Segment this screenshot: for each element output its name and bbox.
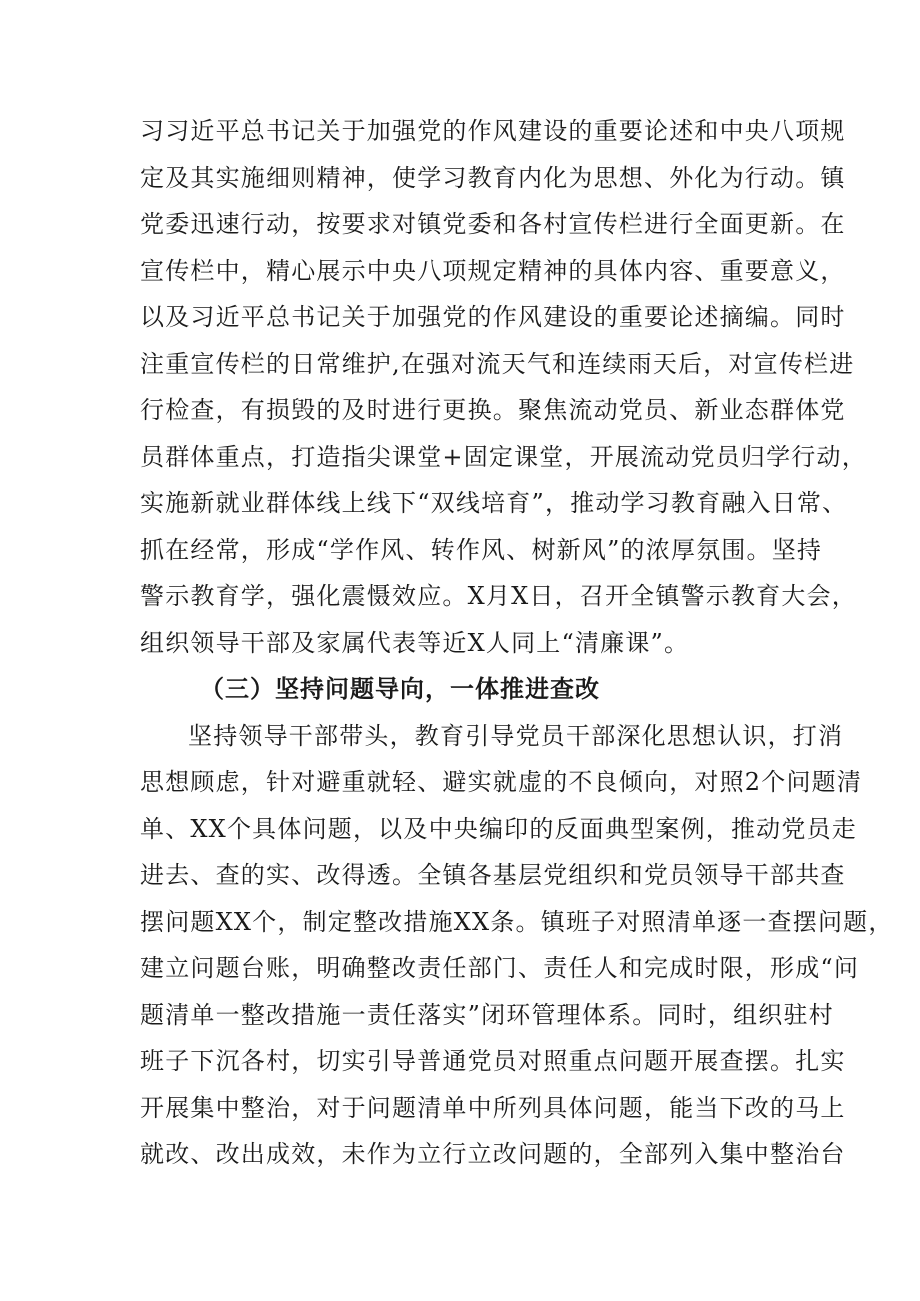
text-line: 就改、改出成效，未作为立行立改问题的，全部列入集中整治台 xyxy=(140,1140,846,1168)
text-line: 习习近平总书记关于加强党的作风建设的重要论述和中央八项规 xyxy=(140,117,846,145)
text-line: 班子下沉各村，切实引导普通党员对照重点问题开展查摆。扎实 xyxy=(140,1047,846,1075)
text-line: 进去、查的实、改得透。全镇各基层党组织和党员领导干部共查 xyxy=(140,861,846,889)
text-line: 注重宣传栏的日常维护,在强对流天气和连续雨天后，对宣传栏进 xyxy=(140,349,855,378)
text-line: 思想顾虑，针对避重就轻、避实就虚的不良倾向，对照2个问题清 xyxy=(140,768,863,796)
text-line: 建立问题台账，明确整改责任部门、责任人和完成时限，形成“问 xyxy=(140,954,860,982)
text-line: 摆问题XX个，制定整改措施XX条。镇班子对照清单逐一查摆问题， xyxy=(140,907,894,936)
paragraph-first-line: 坚持领导干部带头，教育引导党员干部深化思想认识，打消 xyxy=(188,721,844,750)
text-line: 定及其实施细则精神，使学习教育内化为思想、外化为行动。镇 xyxy=(140,163,846,192)
text-line: 宣传栏中，精心展示中央八项规定精神的具体内容、重要意义， xyxy=(140,256,846,285)
document-body xyxy=(140,108,894,1178)
section-heading: （三）坚持问题导向，一体推进查改 xyxy=(200,675,600,703)
text-line: 单、XX个具体问题，以及中央编印的反面典型案例，推动党员走 xyxy=(140,814,857,843)
text-line: 党委迅速行动，按要求对镇党委和各村宣传栏进行全面更新。在 xyxy=(140,210,846,238)
text-line: 开展集中整治，对于问题清单中所列具体问题，能当下改的马上 xyxy=(140,1093,846,1122)
text-line: 员群体重点，打造指尖课堂+固定课堂，开展流动党员归学行动， xyxy=(140,442,867,471)
text-line: 题清单一整改措施一责任落实”闭环管理体系。同时，组织驻村 xyxy=(140,1000,834,1029)
text-line: 以及习近平总书记关于加强党的作风建设的重要论述摘编。同时 xyxy=(140,303,846,331)
text-line: 警示教育学，强化震慑效应。X月X日，召开全镇警示教育大会， xyxy=(140,582,857,610)
text-line: 组织领导干部及家属代表等近X人同上“清廉课”。 xyxy=(140,628,690,657)
text-line: 行检查，有损毁的及时进行更换。聚焦流动党员、新业态群体党 xyxy=(140,396,846,424)
text-line: 实施新就业群体线上线下“双线培育”，推动学习教育融入日常、 xyxy=(140,489,848,517)
text-line: 抓在经常，形成“学作风、转作风、树新风”的浓厚氛围。坚持 xyxy=(140,535,823,564)
